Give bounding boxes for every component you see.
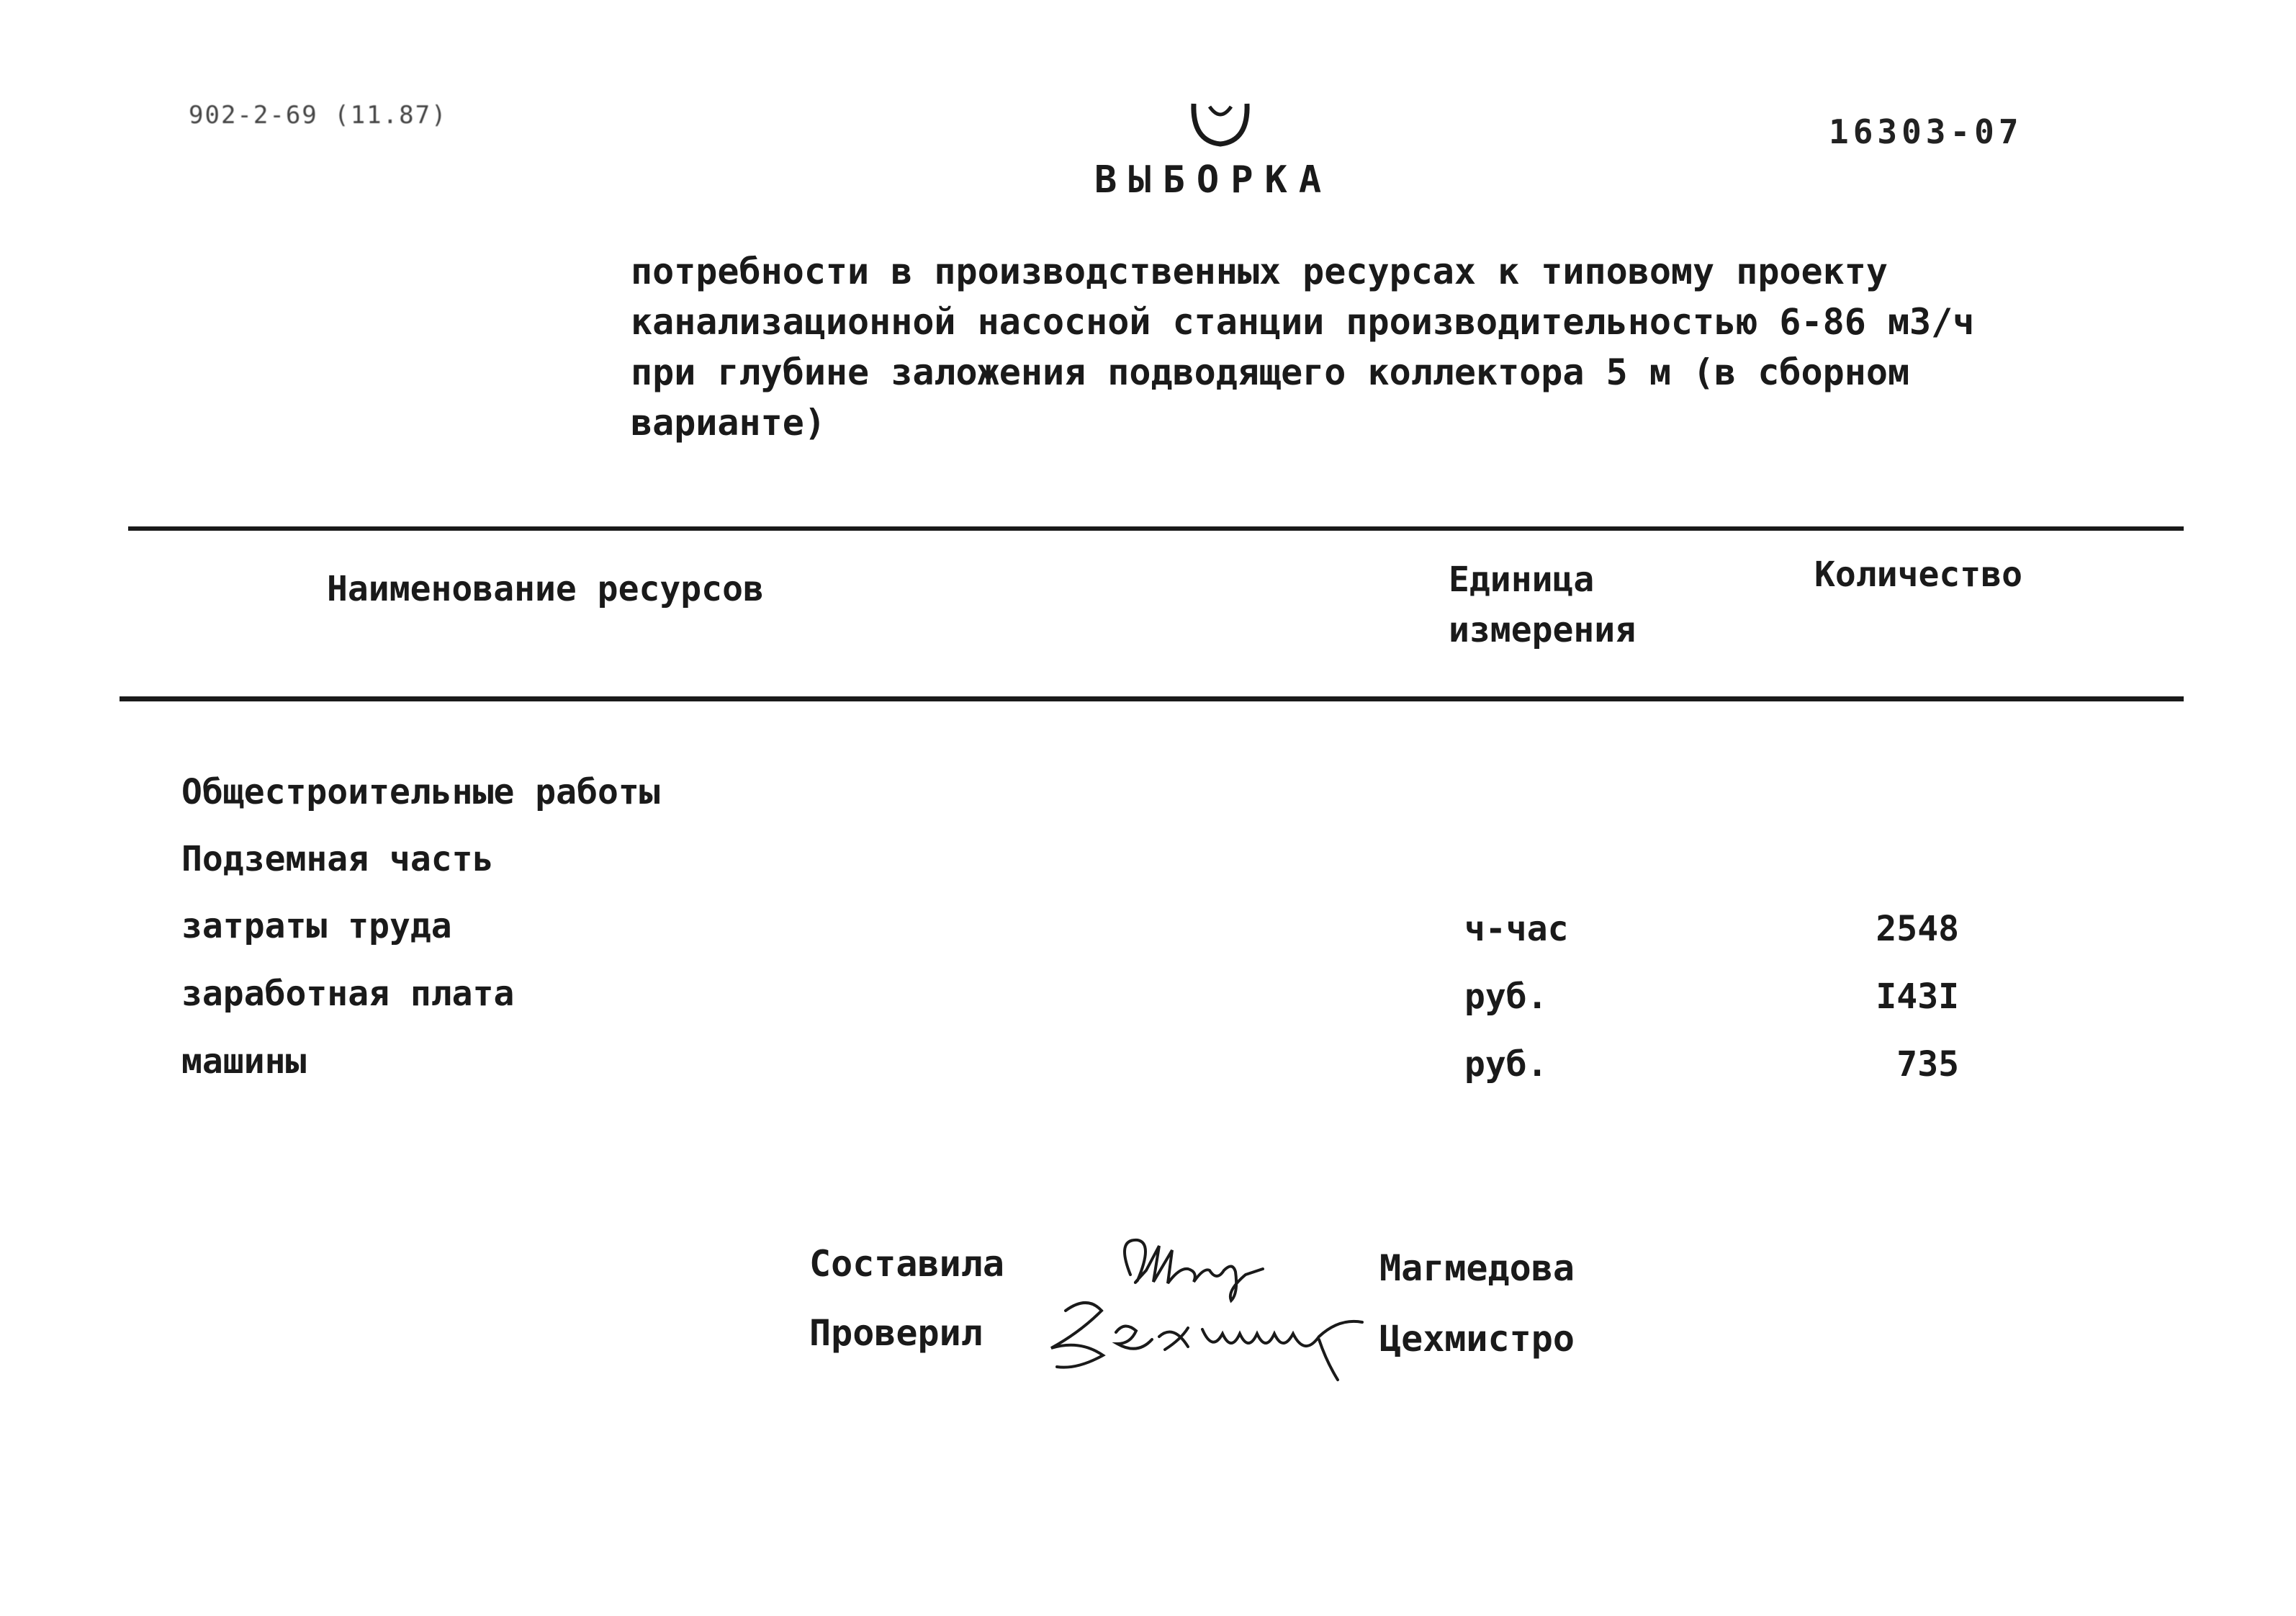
row-quantity: 2548 bbox=[1876, 909, 1959, 949]
row-quantity: I43I bbox=[1876, 977, 1959, 1017]
section-heading: Подземная часть bbox=[181, 839, 494, 879]
column-header-unit bbox=[1449, 555, 1636, 655]
row-name: машины bbox=[181, 1041, 307, 1082]
subtitle-line: при глубине заложения подводящего коллектора 5 м (в сборном bbox=[631, 351, 1910, 393]
compiled-by-label: Составила bbox=[809, 1243, 1004, 1285]
compiled-by-name: Магмедова bbox=[1379, 1247, 1575, 1289]
row-name: затраты труда bbox=[181, 906, 452, 946]
table-top-rule bbox=[128, 526, 2184, 531]
section-heading: Общестроительные работы bbox=[181, 772, 660, 812]
column-header-unit-line1: Единица bbox=[1449, 560, 1595, 600]
column-header-name: Наименование ресурсов bbox=[327, 569, 764, 609]
row-unit: руб. bbox=[1464, 977, 1548, 1017]
subtitle-line: потребности в производственных ресурсах к типовому проекту bbox=[631, 251, 1888, 292]
row-unit: ч-час bbox=[1464, 909, 1569, 949]
document-code-right: 16303-07 bbox=[1829, 112, 2023, 151]
page-number-stamp bbox=[1188, 101, 1253, 151]
document-code-left: 902-2-69 (11.87) bbox=[189, 101, 448, 130]
table-header-rule bbox=[120, 696, 2184, 701]
column-header-unit-line2: измерения bbox=[1449, 610, 1637, 650]
row-quantity: 735 bbox=[1896, 1044, 1959, 1085]
column-header-quantity: Количество bbox=[1814, 555, 2022, 595]
subtitle-line: канализационной насосной станции производительностью 6-86 м3/ч bbox=[631, 301, 1975, 343]
row-name: заработная плата bbox=[181, 974, 515, 1014]
subtitle-line: варианте) bbox=[631, 402, 826, 444]
document-subtitle bbox=[631, 246, 1999, 448]
checked-by-label: Проверил bbox=[809, 1312, 983, 1354]
document-title: ВЫБОРКА bbox=[1094, 158, 1333, 202]
checked-signature bbox=[1037, 1289, 1397, 1383]
row-unit: руб. bbox=[1464, 1044, 1548, 1085]
checked-by-name: Цехмистро bbox=[1379, 1318, 1575, 1360]
